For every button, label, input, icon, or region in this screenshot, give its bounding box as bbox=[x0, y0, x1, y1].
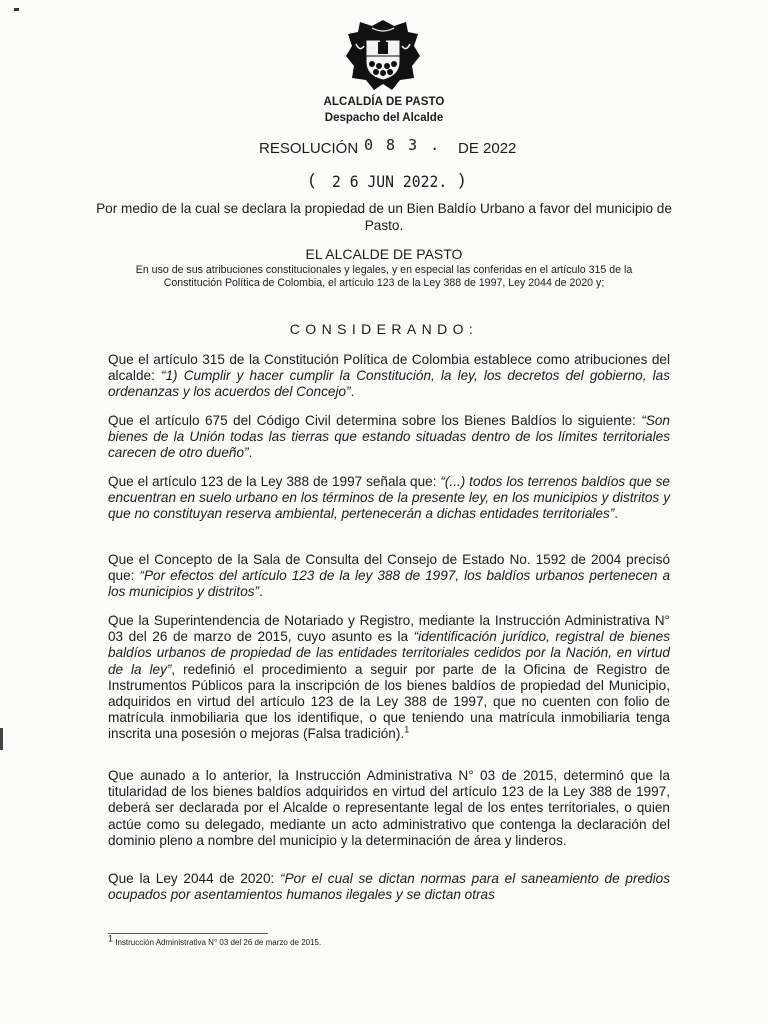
paragraph-tail: . bbox=[248, 445, 253, 461]
paragraph-text: Que la Ley 2044 de 2020: bbox=[108, 871, 281, 886]
footnote-reference: 1 bbox=[404, 724, 410, 735]
footnote-number: 1 bbox=[108, 933, 114, 944]
paragraph-tail: , redefinió el procedimiento a seguir por parte de la Oficina de Registro de Instrumentos Públicos para la inscripción de los bienes baldíos de propiedad del Municipio, adquiridos en virtud del artículo 123 de la Ley 388 de 1997, que no cuenten con folio de matrícula inmobiliaria que los identifique, o que teniendo una matrícula inmobiliaria tenga inscrita una posesión o mejoras (Falsa tradición). bbox=[108, 661, 670, 742]
paragraph-article-315 bbox=[108, 352, 670, 401]
paragraph-tail: . bbox=[259, 584, 263, 600]
paragraph-article-675 bbox=[108, 413, 670, 462]
footnote-divider bbox=[108, 933, 268, 934]
paragraph-article-123 bbox=[108, 474, 670, 523]
paragraph-superintendencia bbox=[108, 613, 670, 743]
paragraph-text: Que aunado a lo anterior, la Instrucción Administrativa N° 03 de 2015, determinó que la titularidad de los bienes baldíos adquiridos en virtud del artículo 123 de la Ley 388 de 1997, deberá ser declarada por el Alcalde o representante legal de los entes territoriales, o quien actúe como su delegado, mediante un acto administrativo que contenga la declaración del dominio pleno a nombre del municipio y la determinación de área y linderos. bbox=[108, 768, 670, 848]
paragraph-ley-2044 bbox=[108, 871, 670, 903]
issuer-powers: En uso de sus atribuciones constitucionales y legales, y en especial las conferidas en el artículo 315 de la Constitución Política de Colombia, el artículo 123 de la Ley 388 de 1997, Ley 2044 de 2020 y; bbox=[135, 264, 633, 289]
paragraph-text: Que el Concepto de la Sala de Consulta del Consejo de Estado No. 1592 de 2004 precisó que: bbox=[108, 552, 670, 584]
date-paren-open: ( bbox=[309, 170, 315, 189]
paragraph-quote: “identificación jurídico, registral de bienes baldíos urbanos de propiedad de las entidades territoriales cedidos por la Nación, en virtud de la ley” bbox=[108, 629, 670, 677]
issuer-title: EL ALCALDE DE PASTO bbox=[305, 246, 463, 262]
paragraph-quote: “Por efectos del artículo 123 de la ley 388 de 1997, los baldíos urbanos pertenecen a los municipios y distritos” bbox=[108, 568, 671, 600]
coat-of-arms-seal bbox=[342, 18, 424, 92]
paragraph-concepto-1592 bbox=[108, 552, 670, 601]
paragraph-quote: “Son bienes de la Unión todas las tierras que estando situadas dentro de los límites territoriales carecen de otro dueño” bbox=[108, 413, 670, 461]
organization-name: ALCALDÍA DE PASTO bbox=[323, 96, 445, 108]
paragraph-text: Que el artículo 315 de la Constitución Política de Colombia establece como atribuciones del alcalde: bbox=[108, 352, 670, 384]
department-name: Despacho del Alcalde bbox=[324, 112, 444, 124]
resolution-line bbox=[0, 136, 768, 162]
resolution-subject: Por medio de la cual se declara la propiedad de un Bien Baldío Urbano a favor del municipio de Pasto. bbox=[96, 201, 672, 233]
paragraph-text: Que el artículo 675 del Código Civil determina sobre los Bienes Baldíos lo siguiente: bbox=[108, 413, 642, 428]
date-paren-close: ) bbox=[459, 170, 465, 189]
paragraph-quote: “(...) todos los terrenos baldíos que se encuentran en suelo urbano en los términos de la presente ley, en los municipios y distritos y que no constituyan reserva ambiental, pertenecerán a dichas entidades territoriales” bbox=[108, 474, 670, 522]
scan-corner-mark bbox=[14, 8, 19, 11]
date-stamp: 2 6 JUN 2022. bbox=[332, 172, 448, 191]
scan-edge-mark bbox=[0, 728, 3, 750]
paragraph-tail: . bbox=[350, 384, 355, 400]
resolution-year: DE 2022 bbox=[458, 140, 517, 157]
paragraph-tail: . bbox=[614, 506, 619, 522]
paragraph-instruccion-03 bbox=[108, 768, 670, 849]
paragraph-text: Que el artículo 123 de la Ley 388 de 1997 señala que: bbox=[108, 474, 441, 489]
resolution-number: 0 8 3 . bbox=[364, 136, 442, 154]
footnote-text: Instrucción Administrativa N° 03 del 26 de marzo de 2015. bbox=[115, 938, 322, 947]
paragraph-quote: “Por el cual se dictan normas para el saneamiento de predios ocupados por asentamientos humanos ilegales y se dictan otras bbox=[108, 871, 670, 903]
footnote bbox=[108, 933, 322, 947]
resolution-date-line bbox=[0, 170, 768, 196]
resolution-label: RESOLUCIÓN bbox=[259, 140, 359, 157]
paragraph-text: Que la Superintendencia de Notariado y Registro, mediante la Instrucción Administrativa N° 03 del 26 de marzo de 2015, cuyo asunto es la bbox=[108, 613, 670, 645]
paragraph-quote: “1) Cumplir y hacer cumplir la Constitución, la ley, los decretos del gobierno, las ordenanzas y los acuerdos del Concejo” bbox=[108, 368, 670, 400]
considerando-heading: CONSIDERANDO: bbox=[289, 321, 479, 337]
